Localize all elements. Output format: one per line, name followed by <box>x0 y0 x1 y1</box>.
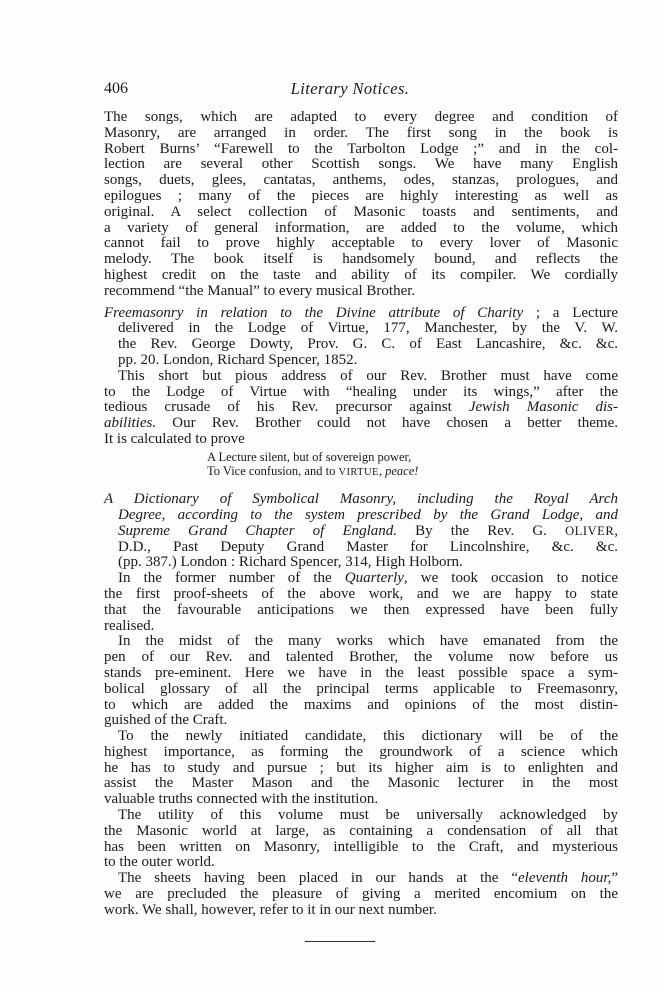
text-run: Our Rev. Brother could not have chosen a better theme. <box>156 415 618 432</box>
text-line <box>104 508 618 524</box>
italic-text: Jewish Masonic dis- <box>468 399 619 416</box>
text-line <box>104 173 618 189</box>
italic-text: peace! <box>385 463 419 478</box>
text-line <box>104 252 618 268</box>
charity-lecture-paragraph <box>104 369 618 448</box>
text-run: The songs, which are adapted to every degree and condition of <box>104 109 618 125</box>
text-line <box>104 761 618 777</box>
text-run: To Vice confusion, and to <box>207 463 339 478</box>
text-run: , <box>614 522 619 539</box>
text-line <box>104 416 618 432</box>
text-run: (pp. 387.) London : Richard Spencer, 314, High Holborn. <box>118 554 463 571</box>
text-line <box>104 855 618 871</box>
text-run: bolical glossary of all the principal terms applicable to Freemasonry, <box>104 680 618 697</box>
text-run: realised. <box>104 617 155 634</box>
text-line <box>104 157 618 173</box>
text-line <box>104 903 618 919</box>
text-line <box>104 666 618 682</box>
text-run: that the favourable anticipations we then expressed have been fully <box>104 601 618 618</box>
text-line <box>104 492 618 508</box>
text-run: lection are several other Scottish songs. We have many English <box>104 156 618 173</box>
text-run: has been written on Masonry, intelligible to the Craft, and mysterious <box>104 838 618 855</box>
text-run: D.D., Past Deputy Grand Master for Lincolnshire, &c. &c. <box>118 538 618 555</box>
text-line <box>104 792 618 808</box>
text-line <box>104 126 618 142</box>
notice-entry-charity-lecture <box>104 306 618 369</box>
text-run: to the outer world. <box>104 854 215 871</box>
text-line <box>104 189 618 205</box>
text-run: , we took occasion to notice <box>403 570 618 587</box>
text-run: songs, duets, glees, cantatas, anthems, odes, stanzas, prologues, and <box>104 172 618 189</box>
text-line <box>104 824 618 840</box>
end-rule <box>305 941 375 942</box>
running-head-title: Literary Notices. <box>290 79 410 98</box>
text-run: This short but pious address of our Rev. Brother must have come <box>118 367 618 384</box>
text-line <box>104 555 618 571</box>
italic-text: Supreme Grand Chapter of England. <box>118 522 398 539</box>
text-line <box>104 369 618 385</box>
text-line <box>104 619 618 635</box>
verse-quotation <box>104 450 618 480</box>
italic-text: A Dictionary of Symbolical Masonry, including the Royal Arch <box>104 491 618 508</box>
notice-entry-dictionary <box>104 492 618 571</box>
text-line <box>104 400 618 416</box>
text-line <box>104 776 618 792</box>
text-column <box>104 110 618 942</box>
page-number: 406 <box>104 80 128 97</box>
dictionary-paragraph <box>104 871 618 918</box>
text-run: The utility of this volume must be universally acknowledged by <box>118 807 618 824</box>
running-header <box>104 79 618 99</box>
text-line <box>104 634 618 650</box>
text-line <box>104 236 618 252</box>
text-line <box>104 540 618 556</box>
text-line <box>104 353 618 369</box>
text-line <box>104 524 618 540</box>
text-run: tedious crusade of his Rev. precursor against <box>104 399 469 416</box>
text-line <box>104 284 618 300</box>
italic-text: abilities. <box>104 415 157 432</box>
text-line <box>104 268 618 284</box>
text-run: In the midst of the many works which have emanated from the <box>118 633 618 650</box>
text-line <box>104 337 618 353</box>
text-line <box>207 450 618 464</box>
text-line <box>104 205 618 221</box>
italic-text: eleventh hour, <box>518 870 612 887</box>
text-line <box>104 571 618 587</box>
text-line <box>104 698 618 714</box>
text-line <box>104 887 618 903</box>
text-line <box>104 306 618 322</box>
text-run: we are precluded the pleasure of giving a merited encomium on the <box>104 886 618 903</box>
text-run: A Lecture silent, but of sovereign power, <box>207 449 412 464</box>
text-run: highest importance, as forming the groundwork of a science which <box>104 743 618 760</box>
text-line <box>104 221 618 237</box>
text-run: In the former number of the <box>118 570 345 587</box>
text-run: ; a Lecture <box>523 304 618 321</box>
dictionary-paragraph <box>104 808 618 871</box>
text-run: Robert Burns’ “Farewell to the Tarbolton Lodge ;” and in the col- <box>104 140 618 157</box>
text-line <box>104 321 618 337</box>
text-run: delivered in the Lodge of Virtue, 177, Manchester, by the V. W. <box>118 320 618 337</box>
text-run: the first proof-sheets of the above work, and we are happy to state <box>104 585 618 602</box>
text-run: melody. The book itself is handsomely bound, and reflects the <box>104 251 618 268</box>
text-run: stands pre-eminent. Here we have in the least possible space a sym- <box>104 664 618 681</box>
small-caps-text: VIRTUE <box>338 466 379 478</box>
text-run: recommend “the Manual” to every musical Brother. <box>104 282 416 299</box>
text-line <box>104 745 618 761</box>
text-line <box>104 603 618 619</box>
text-run: pen of our Rev. and talented Brother, the volume now before us <box>104 649 618 666</box>
text-line <box>104 808 618 824</box>
text-line <box>104 650 618 666</box>
italic-text: Quarterly <box>344 570 404 587</box>
italic-text: Degree, according to the system prescribed by the Grand Lodge, and <box>118 506 618 523</box>
text-line <box>104 142 618 158</box>
dictionary-paragraph <box>104 571 618 634</box>
text-line <box>104 729 618 745</box>
text-run: original. A select collection of Masonic toasts and sentiments, and <box>104 203 618 220</box>
text-line <box>207 464 618 480</box>
text-line <box>104 110 618 126</box>
text-run: highest credit on the taste and ability of its compiler. We cordially <box>104 266 618 283</box>
italic-text: Freemasonry in relation to the Divine attribute of Charity <box>104 304 524 321</box>
text-run: The sheets having been placed in our hands at the “ <box>118 870 519 887</box>
text-run: It is calculated to prove <box>104 430 245 447</box>
text-run: ” <box>611 870 619 887</box>
text-run: , <box>378 463 386 478</box>
text-run: work. We shall, however, refer to it in our next number. <box>104 901 437 918</box>
text-run: To the newly initiated candidate, this dictionary will be of the <box>118 728 618 745</box>
text-run: valuable truths connected with the institution. <box>104 791 379 808</box>
text-line <box>104 713 618 729</box>
text-run: assist the Master Mason and the Masonic lecturer in the most <box>104 775 618 792</box>
text-run: to which are added the maxims and opinions of the most distin- <box>104 696 618 713</box>
text-line <box>104 587 618 603</box>
text-run: the Rev. George Dowty, Prov. G. C. of East Lancashire, &c. &c. <box>118 336 618 353</box>
text-line <box>104 871 618 887</box>
text-run: to the Lodge of Virtue with “healing under its wings,” after the <box>104 383 618 400</box>
text-line <box>104 682 618 698</box>
dictionary-paragraph <box>104 634 618 729</box>
text-run: By the Rev. G. <box>397 522 566 539</box>
dictionary-paragraph <box>104 729 618 808</box>
text-run: pp. 20. London, Richard Spencer, 1852. <box>118 351 358 368</box>
text-run: Masonry, are arranged in order. The first song in the book is <box>104 124 618 141</box>
text-run: guished of the Craft. <box>104 712 228 729</box>
small-caps-text: OLIVER <box>565 523 615 538</box>
text-run: a variety of general information, are added to the volume, which <box>104 219 618 236</box>
text-line <box>104 432 618 448</box>
text-line <box>104 840 618 856</box>
text-run: the Masonic world at large, as containing a condensation of all that <box>104 822 618 839</box>
text-run: epilogues ; many of the pieces are highly interesting as well as <box>104 187 618 204</box>
text-run: he has to study and pursue ; but its higher aim is to enlighten and <box>104 759 618 776</box>
text-line <box>104 385 618 401</box>
text-run: cannot fail to prove highly acceptable to every lover of Masonic <box>104 235 618 252</box>
manual-review-paragraph <box>104 110 618 300</box>
